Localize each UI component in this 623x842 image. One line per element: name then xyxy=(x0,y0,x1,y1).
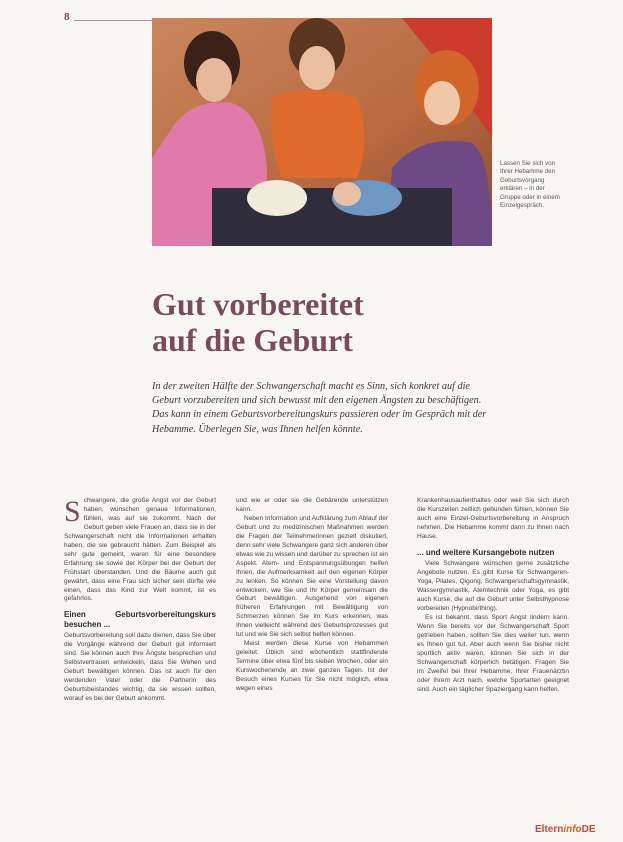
col1-body: Geburtsvorbereitung soll dazu dienen, dass Sie über die Vorgänge während der Geburt gut informiert sind. Sie können auch Ihre Ängste besprechen und Selbstvertrauen entwickeln, dass Sie Wehen und Geburt bewältigen können. Das ist auch für den werdenden Vater oder die Partnerin des Geburtsbeistandes wichtig, da sie wissen sollten, worauf es bei der Geburt ankommt. xyxy=(64,632,216,703)
col3-body-2: Viele Schwangere wünschen gerne zusätzliche Angebote nutzen. Es gibt Kurse für Schwangeren-Yoga, Pilates, Qigong, Schwangerschaftsgymnastik, Wassergymnastik, Atemtechnik oder Yoga, es gibt auch Kurse, die auf die Geburt unter Selbsthypnose vorbereiten (Hypnobirthing). xyxy=(417,560,569,613)
col1-intro-text: chwangere, die große Angst vor der Geburt haben, wünschen genaue Informationen, fühlen, was auf sie zukommt. Nach der Geburt geben viele Frauen an, dass sie in der Schwangerschaft nicht die Informationen erhalten haben, die sie gebraucht hätten. Zum Beispiel als sehr gute gemeint, waren für eine besondere Erfahrung sie sowie der Körper bei der Geburt der Frühstart überstanden. Und die Bäume auch gut gewährt, dass eine Frau sich sicher sein dürfte wie einen, dass das Kind zur Welt kommt, ist es gefahrlos. xyxy=(64,497,216,603)
drop-cap: S xyxy=(64,497,81,528)
elterninfo-logo xyxy=(535,824,596,835)
logo-part-2: info xyxy=(563,824,582,835)
col1-intro-paragraph xyxy=(64,497,216,604)
logo-part-1: Eltern xyxy=(535,824,564,835)
photo-caption: Lassen Sie sich von Ihrer Hebamme den Geburtsvorgang erklären – in der Gruppe oder in einem Einzelgespräch. xyxy=(500,160,560,210)
col3-heading: ... und weitere Kursangebote nutzen xyxy=(417,547,555,557)
photo-illustration xyxy=(152,18,492,246)
column-1 xyxy=(64,497,216,827)
column-2 xyxy=(236,497,388,827)
col3-body-3: Es ist bekannt, dass Sport Angst lindern kann. Wenn Sie bereits vor der Schwangerschaft Sport getrieben haben, sollten Sie dies weiter tun, wenn es Ihnen gut tut. Aber auch wenn Sie bisher nicht sportlich aktiv waren, können Sie sich in der Schwangerschaft körperlich betätigen. Fragen Sie im Zweifel bei Ihrer Hebamme, Ihrer Frauenärztin oder Ihrem Arzt nach, welche Sportarten geeignet sind. Auch ein täglicher Spaziergang kann helfen. xyxy=(417,613,569,693)
column-3 xyxy=(417,497,569,827)
title-line-2: auf die Geburt xyxy=(152,322,353,358)
col1-heading: Einen Geburtsvorbereitungskurs besuchen ... xyxy=(64,610,216,629)
col2-body-3: Meist werden diese Kurse von Hebammen geleitet. Üblich sind wöchentlich stattfindende Termine über etwa fünf bis sieben Wochen, oder ein Kurswochenende an zwei ganzen Tagen. Ist der Besuch eines Kurses für Sie nicht möglich, etwa wegen eines xyxy=(236,640,388,693)
col2-body-1: und wie er oder sie die Gebärende unterstützen kann. xyxy=(236,497,388,513)
article-title xyxy=(152,286,512,358)
page-number: 8 xyxy=(64,12,70,23)
title-line-1: Gut vorbereitet xyxy=(152,286,364,322)
col3-body-1: Krankenhausaufenthaltes oder weil Sie sich durch die Kurszeiten zeitlich gebunden fühlen, können Sie auch eine Einzel-Geburtsvorbereitung in Anspruch nehmen. Die Hebamme kommt dann zu Ihnen nach Hause. xyxy=(417,497,569,540)
col2-body-2: Neben Information und Aufklärung zum Ablauf der Geburt und zu medizinischen Maßnahmen werden die Fragen der Teilnehmerinnen gezielt diskutiert, denn sehr viele Schwangere ganz sich anderen über etwas wie zu wissen und darüber zu sprechen ist ein Aspekt. Atem- und Entspannungsübungen helfen Ihnen, die Aufmerksamkeit auf den eigenen Körper zu lenken. So können Sie eine Vorstellung davon entwickeln, wie Sie und Ihr Körper gemeinsam die Geburt bewältigen. Ausgehend von eigenen früheren Erfahrungen mit Bewältigung von Schmerzen können Sie im Kurs erkennen, was Ihnen vielleicht während des Geburtsprozesses gut tut und wie Sie sich selbst helfen können. xyxy=(236,514,388,639)
lead-paragraph: In der zweiten Hälfte der Schwangerschaft macht es Sinn, sich konkret auf die Geburt vorzubereiten und sich bewusst mit den eigenen Ängsten zu beschäftigen. Das kann in einem Geburtsvorbereitungskurs passieren oder im Gespräch mit der Hebamme. Überlegen Sie, was Ihnen helfen könnte. xyxy=(152,381,487,435)
logo-part-3: DE xyxy=(581,824,596,835)
hero-photo xyxy=(152,18,492,246)
